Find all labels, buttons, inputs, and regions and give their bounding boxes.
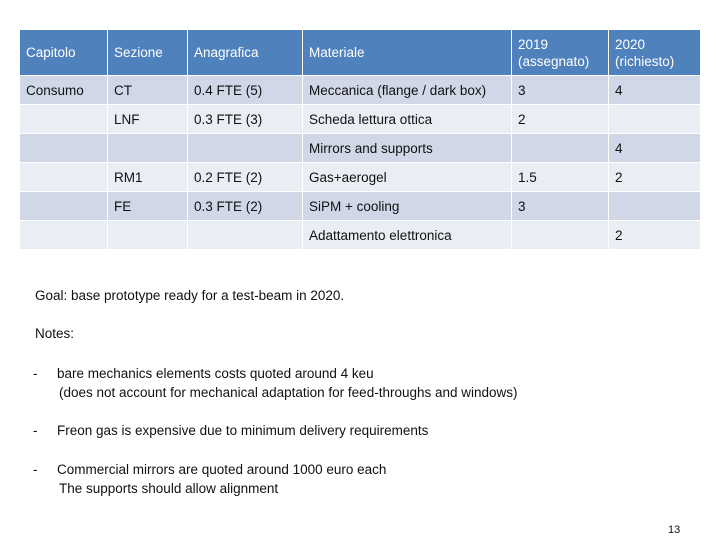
table-row xyxy=(20,134,701,163)
table-row xyxy=(20,192,701,221)
header-2019-year: 2019 xyxy=(518,36,549,52)
page-number: 13 xyxy=(668,524,681,536)
cell-sezione xyxy=(108,134,188,163)
cell-capitolo xyxy=(20,221,108,250)
cell-2019: 3 xyxy=(512,76,609,105)
table-row xyxy=(20,221,701,250)
cell-2019: 2 xyxy=(512,105,609,134)
cell-sezione: CT xyxy=(108,76,188,105)
table-row xyxy=(20,105,701,134)
cell-capitolo xyxy=(20,163,108,192)
note-bullet: - xyxy=(33,423,38,438)
cell-materiale: Meccanica (flange / dark box) xyxy=(303,76,512,105)
table-row xyxy=(20,76,701,105)
cell-anagrafica: 0.3 FTE (2) xyxy=(188,192,303,221)
cell-anagrafica: 0.3 FTE (3) xyxy=(188,105,303,134)
cell-sezione: RM1 xyxy=(108,163,188,192)
cell-2020 xyxy=(609,105,701,134)
cell-capitolo: Consumo xyxy=(20,76,108,105)
note-line: Commercial mirrors are quoted around 1000 euro each xyxy=(57,462,387,477)
goal-text: Goal: base prototype ready for a test-beam in 2020. xyxy=(35,288,345,303)
note-line: (does not account for mechanical adaptation for feed-throughs and windows) xyxy=(59,385,518,400)
cell-2019 xyxy=(512,221,609,250)
table-row xyxy=(20,163,701,192)
cell-2020 xyxy=(609,192,701,221)
table-header-row xyxy=(20,30,701,76)
cell-anagrafica: 0.4 FTE (5) xyxy=(188,76,303,105)
header-anagrafica: Anagrafica xyxy=(188,30,303,76)
cell-2020: 4 xyxy=(609,134,701,163)
header-materiale: Materiale xyxy=(303,30,512,76)
header-2019 xyxy=(512,30,609,76)
cell-anagrafica xyxy=(188,221,303,250)
cell-2019: 1.5 xyxy=(512,163,609,192)
cell-2019: 3 xyxy=(512,192,609,221)
cell-2020: 2 xyxy=(609,221,701,250)
header-2020-year: 2020 xyxy=(615,36,646,52)
note-line: bare mechanics elements costs quoted around 4 keu xyxy=(57,366,374,381)
cell-materiale: Gas+aerogel xyxy=(303,163,512,192)
header-2020 xyxy=(609,30,701,76)
cell-sezione: FE xyxy=(108,192,188,221)
cell-2020: 4 xyxy=(609,76,701,105)
note-line: The supports should allow alignment xyxy=(59,481,279,496)
cell-materiale: Adattamento elettronica xyxy=(303,221,512,250)
cell-materiale: Mirrors and supports xyxy=(303,134,512,163)
cell-anagrafica: 0.2 FTE (2) xyxy=(188,163,303,192)
cell-2019 xyxy=(512,134,609,163)
cell-sezione: LNF xyxy=(108,105,188,134)
cell-2020: 2 xyxy=(609,163,701,192)
cell-materiale: SiPM + cooling xyxy=(303,192,512,221)
cell-sezione xyxy=(108,221,188,250)
notes-heading: Notes: xyxy=(35,326,75,341)
header-capitolo: Capitolo xyxy=(20,30,108,76)
cell-capitolo xyxy=(20,192,108,221)
note-bullet: - xyxy=(33,366,38,381)
header-2019-sub: (assegnato) xyxy=(518,53,590,69)
cell-materiale: Scheda lettura ottica xyxy=(303,105,512,134)
header-sezione: Sezione xyxy=(108,30,188,76)
cell-capitolo xyxy=(20,105,108,134)
cell-capitolo xyxy=(20,134,108,163)
note-bullet: - xyxy=(33,462,38,477)
note-line: Freon gas is expensive due to minimum delivery requirements xyxy=(57,423,429,438)
budget-table xyxy=(19,29,701,250)
cell-anagrafica xyxy=(188,134,303,163)
header-2020-sub: (richiesto) xyxy=(615,53,675,69)
